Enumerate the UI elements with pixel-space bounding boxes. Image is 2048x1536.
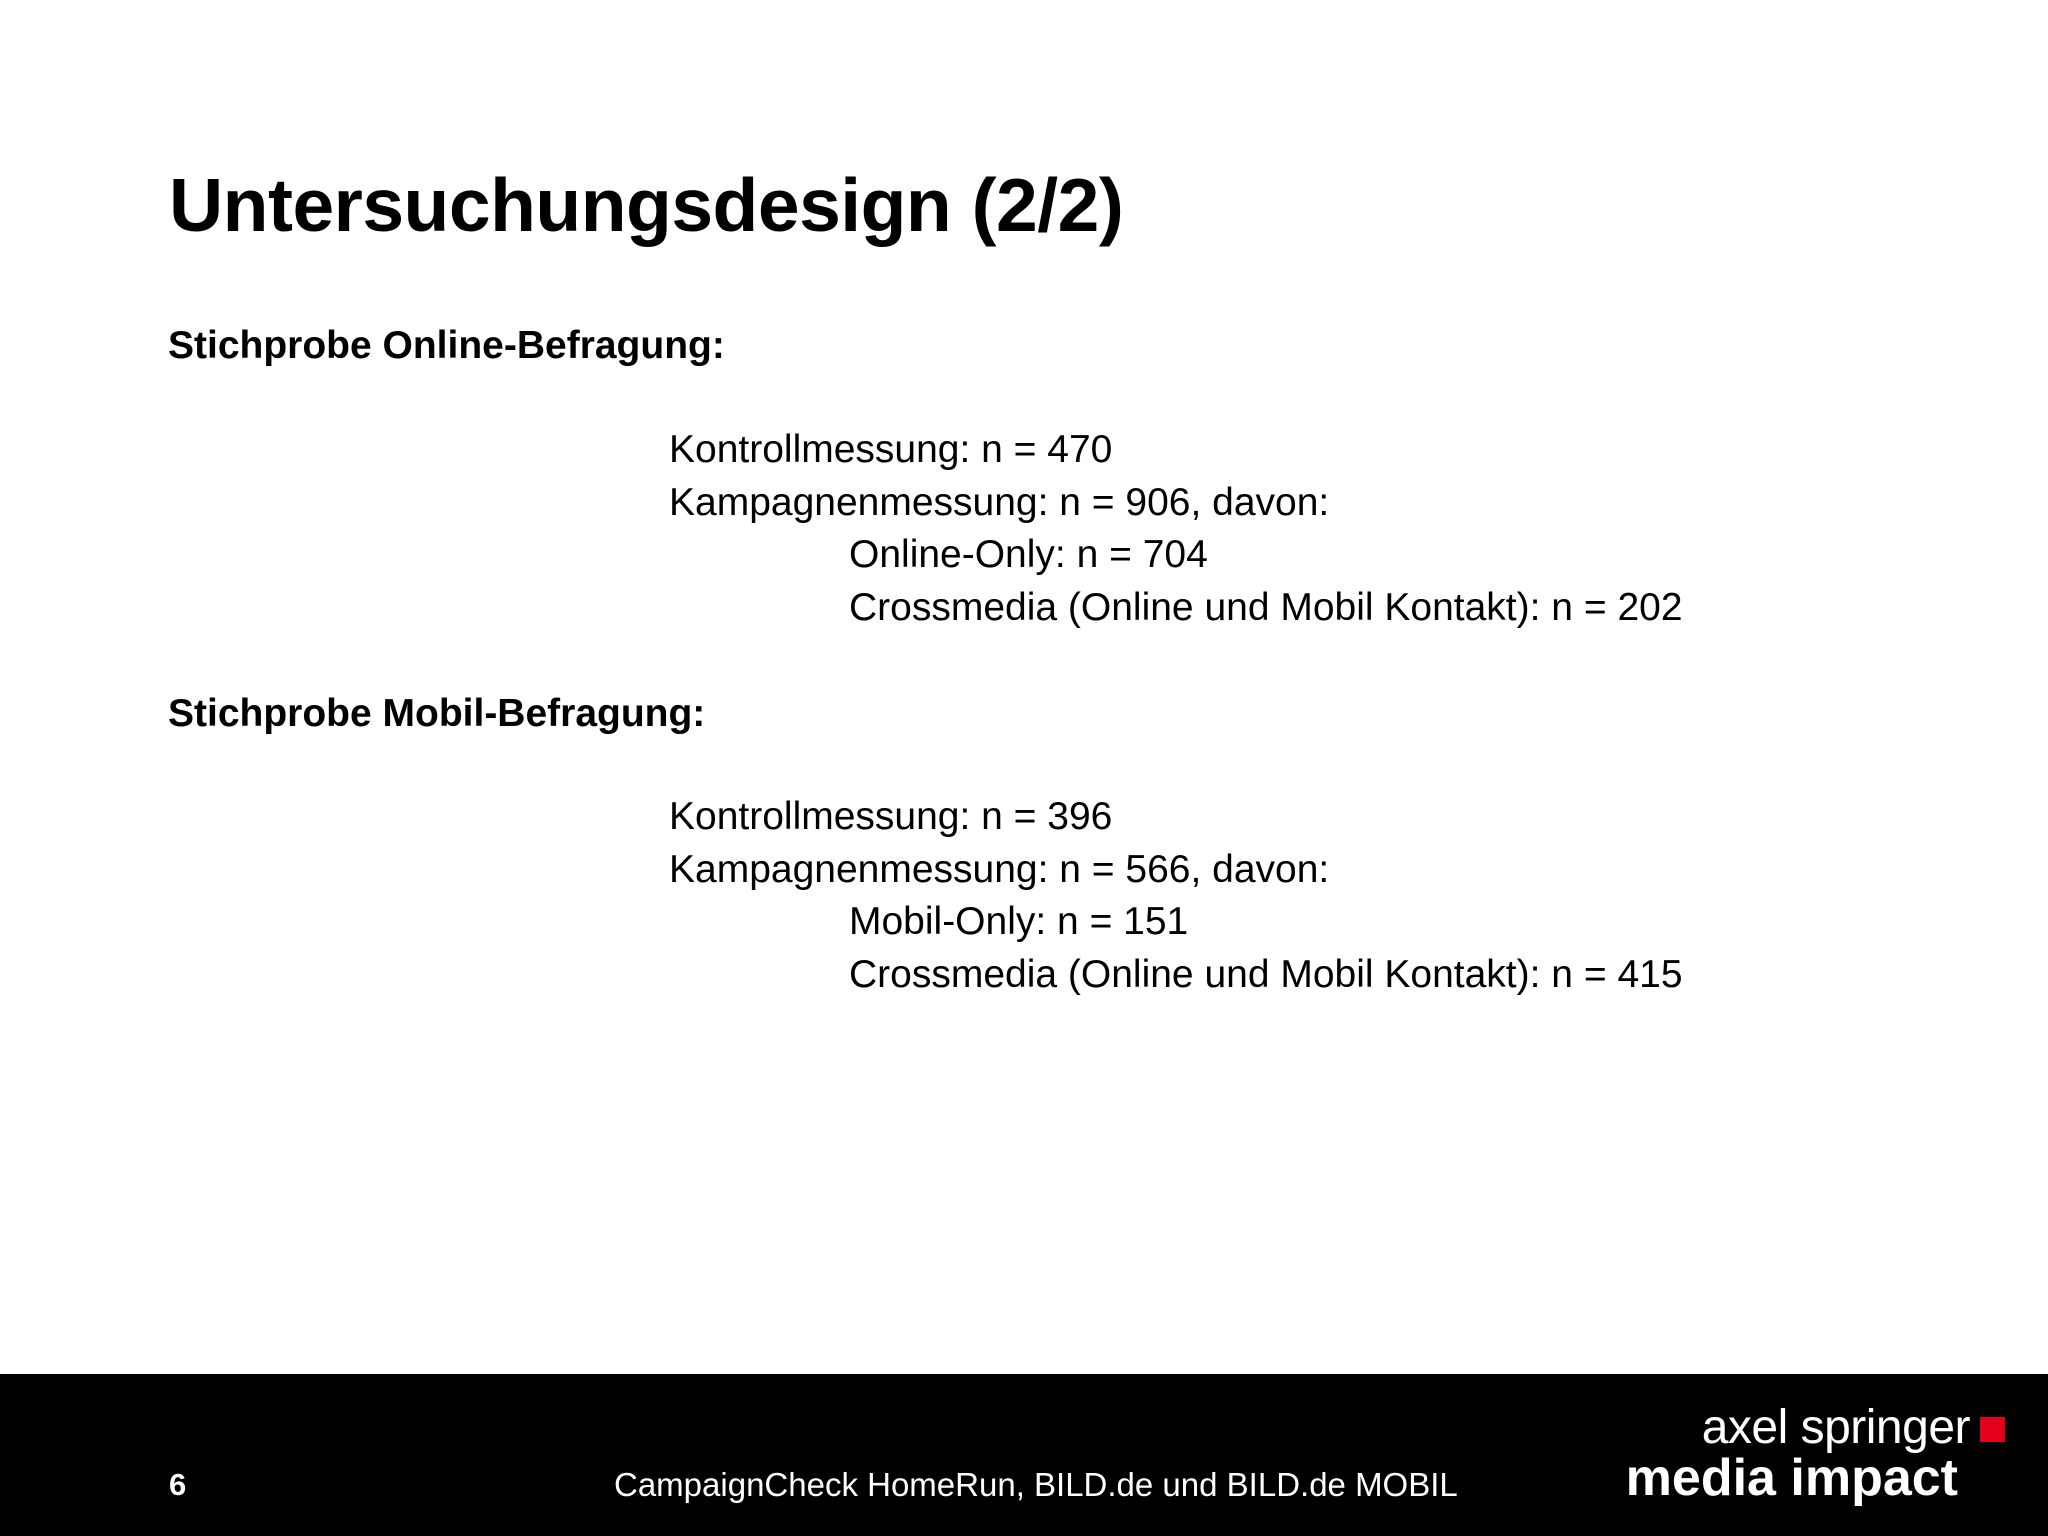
list-item: Online-Only: n = 704: [849, 533, 1208, 576]
section-heading-mobil: Stichprobe Mobil-Befragung:: [168, 692, 706, 735]
logo-line-2: media impact: [1625, 1449, 1958, 1507]
list-item: Kontrollmessung: n = 470: [669, 428, 1113, 471]
list-item: Mobil-Only: n = 151: [849, 900, 1189, 943]
online-sample-list: [669, 424, 1683, 634]
page-number: 6: [169, 1467, 187, 1502]
footer-bar: [0, 1374, 2048, 1536]
list-item: Crossmedia (Online und Mobil Kontakt): n = 415: [849, 952, 1683, 996]
slide-title: Untersuchungsdesign (2/2): [169, 163, 1124, 247]
axel-springer-media-impact-logo: [1610, 1400, 2010, 1520]
list-item: Kampagnenmessung: n = 566, davon:: [669, 847, 1330, 891]
logo-line-1: axel springer: [1701, 1401, 1970, 1454]
footer-text: CampaignCheck HomeRun, BILD.de und BILD.de MOBIL: [614, 1466, 1458, 1503]
section-heading-online: Stichprobe Online-Befragung:: [168, 324, 725, 367]
mobil-sample-list: [669, 791, 1683, 1001]
list-item: Crossmedia (Online und Mobil Kontakt): n = 202: [849, 585, 1683, 629]
logo-red-square-icon: [1980, 1417, 2005, 1442]
list-item: Kampagnenmessung: n = 906, davon:: [669, 480, 1330, 524]
list-item: Kontrollmessung: n = 396: [669, 795, 1113, 838]
